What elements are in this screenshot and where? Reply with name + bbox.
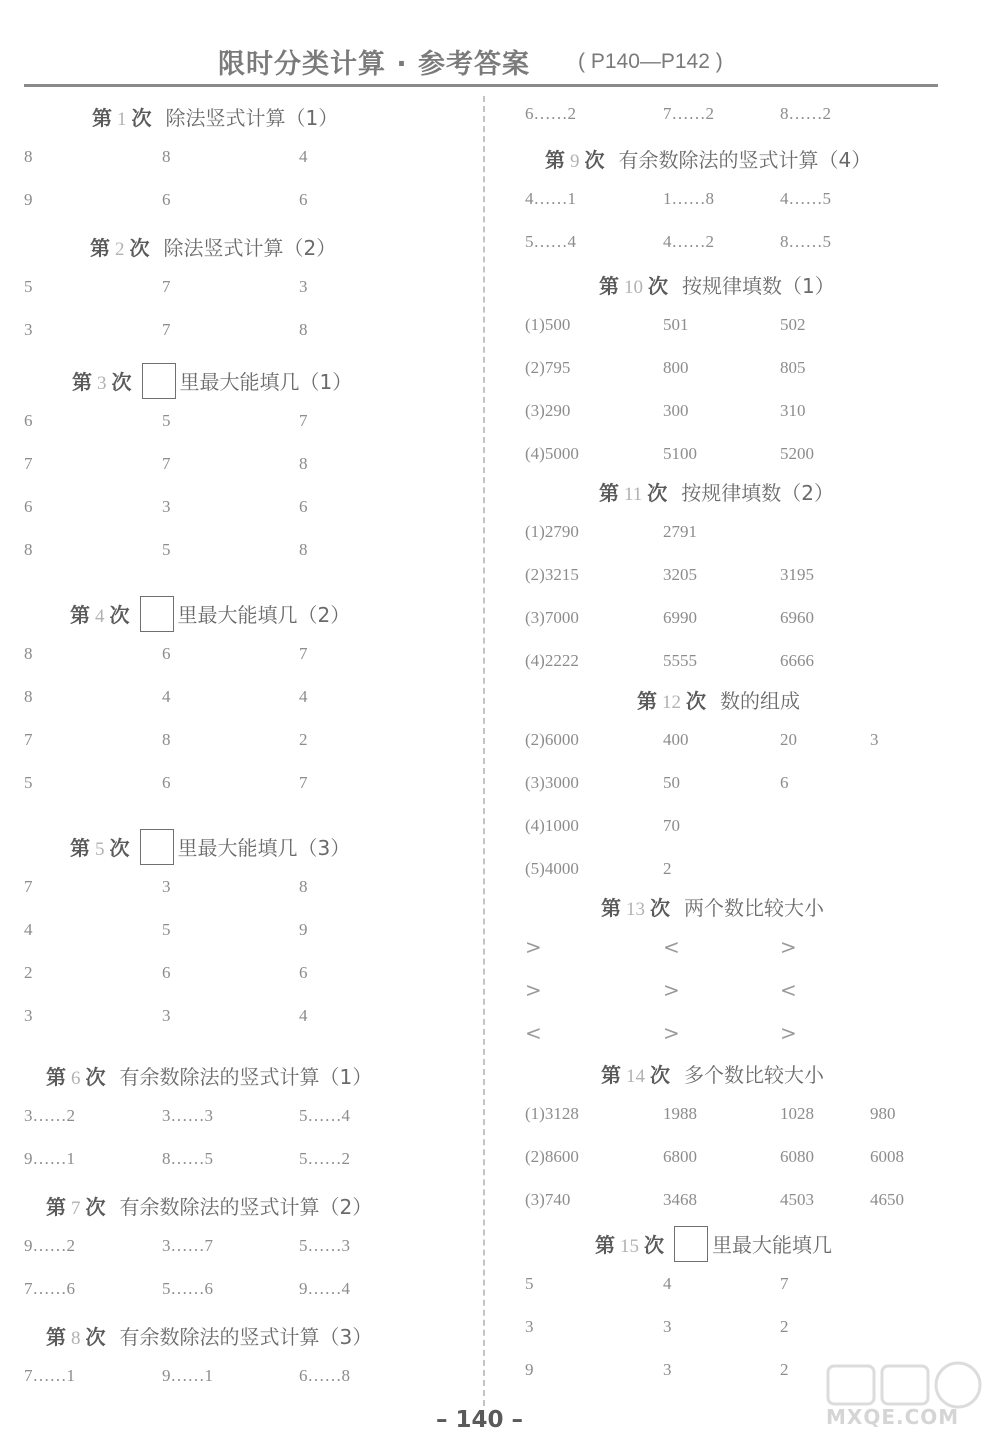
answer-row xyxy=(24,489,464,532)
section-number: 5 xyxy=(95,839,105,860)
answer-value: 8 xyxy=(299,877,308,896)
answer-rows xyxy=(24,1358,464,1401)
section-name: 多个数比较大小 xyxy=(684,1063,824,1087)
answer-row xyxy=(24,532,464,575)
section-name: 有余数除法的竖式计算（1） xyxy=(119,1065,373,1089)
answer-row xyxy=(24,403,464,446)
blank-box-icon xyxy=(674,1226,708,1262)
answer-value: 8……2 xyxy=(780,104,831,123)
answer-row xyxy=(525,1182,955,1225)
section-title xyxy=(24,1192,464,1222)
section-label-di: 第 xyxy=(637,689,657,713)
answer-value: 4 xyxy=(299,1006,308,1025)
exercise-section xyxy=(525,686,955,894)
exercise-section xyxy=(24,833,464,1041)
section-label-ci: 次 xyxy=(109,836,130,860)
answer-rows xyxy=(24,403,464,575)
section-label-ci: 次 xyxy=(109,603,130,627)
comparison-symbol: > xyxy=(780,1021,797,1045)
answer-row xyxy=(24,722,464,765)
answer-rows xyxy=(24,1098,464,1184)
section-label-di: 第 xyxy=(46,1065,66,1089)
answer-value: (4)1000 xyxy=(525,816,579,835)
answer-value: (5)4000 xyxy=(525,859,579,878)
answer-rows xyxy=(24,139,464,225)
answer-row xyxy=(24,636,464,679)
answer-value: 8 xyxy=(24,644,33,663)
answer-row xyxy=(24,912,464,955)
answer-value: 7 xyxy=(299,411,308,430)
section-title xyxy=(24,1062,464,1092)
exercise-section xyxy=(24,1322,464,1401)
section-number: 1 xyxy=(117,109,127,130)
answer-value: 7……2 xyxy=(663,104,714,123)
header-rule xyxy=(24,84,938,87)
answer-value: 5 xyxy=(162,540,171,559)
section-label-ci: 次 xyxy=(650,1063,670,1087)
section-title xyxy=(24,833,464,863)
section-number: 2 xyxy=(115,239,125,260)
exercise-section xyxy=(24,600,464,808)
section-label-di: 第 xyxy=(599,481,619,505)
answer-value: 8 xyxy=(24,687,33,706)
exercise-section xyxy=(24,1062,464,1184)
answer-value: 8 xyxy=(299,320,308,339)
answer-value: (1)2790 xyxy=(525,522,579,541)
comparison-symbol: > xyxy=(525,978,542,1002)
section-number: 9 xyxy=(570,151,580,172)
section-name: 除法竖式计算（2） xyxy=(163,236,337,260)
answer-value: 400 xyxy=(663,730,689,749)
answer-value: 7……6 xyxy=(24,1279,75,1298)
comparison-symbol: < xyxy=(780,978,797,1002)
answer-value: 310 xyxy=(780,401,806,420)
answer-value: 4……1 xyxy=(525,189,576,208)
answer-value: 4 xyxy=(162,687,171,706)
answer-rows xyxy=(525,1096,955,1225)
section-label-ci: 次 xyxy=(129,236,150,260)
answer-value: 3……3 xyxy=(162,1106,213,1125)
answer-value: (2)8600 xyxy=(525,1147,579,1166)
section-label-ci: 次 xyxy=(111,370,132,394)
answer-value: 4503 xyxy=(780,1190,814,1209)
answer-value: 1……8 xyxy=(663,189,714,208)
answer-value: 7……1 xyxy=(24,1366,75,1385)
section-name: 除法竖式计算（1） xyxy=(165,106,339,130)
answer-value: 9 xyxy=(24,190,33,209)
section-title xyxy=(24,600,464,630)
continued-answers xyxy=(525,96,955,139)
answer-value: 7 xyxy=(24,730,33,749)
answer-value: 50 xyxy=(663,773,680,792)
section-label-ci: 次 xyxy=(584,148,605,172)
answer-value: 2 xyxy=(299,730,308,749)
section-label-di: 第 xyxy=(601,1063,621,1087)
answer-row xyxy=(525,1096,955,1139)
section-title xyxy=(525,271,955,301)
answer-value: 5 xyxy=(162,411,171,430)
answer-value: 7 xyxy=(780,1274,789,1293)
answer-value: 6990 xyxy=(663,608,697,627)
section-title xyxy=(525,478,955,508)
section-name: 有余数除法的竖式计算（4） xyxy=(618,148,872,172)
section-name: 里最大能填几（2） xyxy=(177,603,351,627)
answer-value: 9 xyxy=(299,920,308,939)
section-title xyxy=(24,367,464,397)
answer-row xyxy=(24,139,464,182)
answer-value: (4)5000 xyxy=(525,444,579,463)
answer-value: 5……4 xyxy=(525,232,576,251)
section-label-ci: 次 xyxy=(650,896,670,920)
answer-row xyxy=(525,1015,955,1058)
answer-value: 6008 xyxy=(870,1147,904,1166)
answer-value: 4 xyxy=(24,920,33,939)
section-label-ci: 次 xyxy=(85,1325,106,1349)
answer-value: 8 xyxy=(162,730,171,749)
page-header xyxy=(0,42,1000,82)
section-name: 数的组成 xyxy=(720,689,800,713)
section-label-di: 第 xyxy=(92,106,112,130)
answer-row xyxy=(525,557,955,600)
answer-value: 6 xyxy=(780,773,789,792)
comparison-symbol: > xyxy=(663,1021,680,1045)
answer-row xyxy=(525,1309,955,1352)
answer-value: 7 xyxy=(162,277,171,296)
answer-value: 6 xyxy=(299,190,308,209)
answer-row xyxy=(525,643,955,686)
section-number: 12 xyxy=(662,692,681,713)
answer-value: 6666 xyxy=(780,651,814,670)
answer-row xyxy=(525,808,955,851)
answer-value: 3 xyxy=(870,730,879,749)
answer-value: 6 xyxy=(162,963,171,982)
comparison-symbol: < xyxy=(525,1021,542,1045)
blank-box-icon xyxy=(142,363,176,399)
section-title xyxy=(24,233,464,263)
answer-value: 5 xyxy=(24,277,33,296)
answer-value: 980 xyxy=(870,1104,896,1123)
answer-row xyxy=(525,224,955,267)
section-label-ci: 次 xyxy=(85,1195,106,1219)
answer-value: 3468 xyxy=(663,1190,697,1209)
answer-rows xyxy=(525,722,955,894)
answer-rows xyxy=(24,1228,464,1314)
answer-row xyxy=(24,182,464,225)
answer-row xyxy=(525,600,955,643)
answer-rows xyxy=(24,869,464,1041)
answer-value: 4……5 xyxy=(780,189,831,208)
answer-value: 8 xyxy=(299,540,308,559)
answer-value: (2)6000 xyxy=(525,730,579,749)
answer-value: 7 xyxy=(299,773,308,792)
answer-row xyxy=(525,851,955,894)
answer-value: 3 xyxy=(299,277,308,296)
answer-row xyxy=(525,514,955,557)
page-number: – 140 – xyxy=(436,1407,524,1433)
comparison-symbol: > xyxy=(525,935,542,959)
answer-value: 4……2 xyxy=(663,232,714,251)
column-divider xyxy=(483,96,485,1406)
watermark-text: MXQE.COM xyxy=(826,1405,960,1429)
answer-rows xyxy=(525,929,955,1058)
section-label-ci: 次 xyxy=(644,1233,664,1257)
section-name: 里最大能填几（1） xyxy=(179,370,353,394)
answer-value: 6 xyxy=(162,190,171,209)
section-name: 按规律填数（2） xyxy=(681,481,835,505)
answer-row xyxy=(24,1358,464,1401)
exercise-section xyxy=(24,1192,464,1314)
answer-row xyxy=(24,679,464,722)
section-label-di: 第 xyxy=(70,836,90,860)
answer-value: 5555 xyxy=(663,651,697,670)
answer-value: 2 xyxy=(780,1360,789,1379)
section-title xyxy=(24,103,464,133)
answer-value: 9……1 xyxy=(24,1149,75,1168)
answer-row xyxy=(24,269,464,312)
answer-row xyxy=(24,1228,464,1271)
blank-box-icon xyxy=(140,829,174,865)
section-label-ci: 次 xyxy=(686,689,706,713)
answer-value: 6 xyxy=(299,497,308,516)
section-title xyxy=(24,1322,464,1352)
exercise-section xyxy=(24,367,464,575)
section-label-di: 第 xyxy=(46,1325,66,1349)
section-number: 6 xyxy=(71,1068,81,1089)
answer-value: 8 xyxy=(24,540,33,559)
answer-value: 3195 xyxy=(780,565,814,584)
answer-value: 6 xyxy=(162,644,171,663)
answer-row xyxy=(525,436,955,479)
answer-value: 8……5 xyxy=(162,1149,213,1168)
answer-value: 9……1 xyxy=(162,1366,213,1385)
answer-value: 5100 xyxy=(663,444,697,463)
exercise-section xyxy=(525,145,955,267)
answer-value: (3)290 xyxy=(525,401,571,420)
answer-row xyxy=(525,96,955,139)
answer-value: 2791 xyxy=(663,522,697,541)
answer-value: 2 xyxy=(780,1317,789,1336)
answer-value: 3 xyxy=(525,1317,534,1336)
section-name: 按规律填数（1） xyxy=(682,274,835,298)
section-number: 15 xyxy=(620,1236,639,1257)
answer-value: 3 xyxy=(663,1360,672,1379)
answer-value: 8 xyxy=(299,454,308,473)
answer-value: 6960 xyxy=(780,608,814,627)
section-label-di: 第 xyxy=(545,148,565,172)
answer-value: 800 xyxy=(663,358,689,377)
answer-value: 5200 xyxy=(780,444,814,463)
answer-row xyxy=(24,1098,464,1141)
answer-value: 4 xyxy=(663,1274,672,1293)
section-label-di: 第 xyxy=(599,274,619,298)
section-label-ci: 次 xyxy=(85,1065,106,1089)
answer-value: 4 xyxy=(299,147,308,166)
section-number: 8 xyxy=(71,1328,81,1349)
answer-value: 5 xyxy=(525,1274,534,1293)
answer-value: 6 xyxy=(162,773,171,792)
answer-value: 3205 xyxy=(663,565,697,584)
answer-value: 6……2 xyxy=(525,104,576,123)
answer-value: 2 xyxy=(24,963,33,982)
answer-row xyxy=(525,929,955,972)
answer-value: 6800 xyxy=(663,1147,697,1166)
section-label-di: 第 xyxy=(90,236,110,260)
answer-value: 1988 xyxy=(663,1104,697,1123)
answer-value: 3……7 xyxy=(162,1236,213,1255)
section-label-di: 第 xyxy=(46,1195,66,1219)
watermark-logo xyxy=(818,1360,996,1442)
answer-row xyxy=(525,765,955,808)
answer-rows xyxy=(24,269,464,355)
answer-value: 9……4 xyxy=(299,1279,350,1298)
section-label-di: 第 xyxy=(70,603,90,627)
answer-value: 20 xyxy=(780,730,797,749)
answer-value: 9……2 xyxy=(24,1236,75,1255)
answer-rows xyxy=(525,181,955,267)
answer-row xyxy=(525,722,955,765)
comparison-symbol: > xyxy=(780,935,797,959)
answer-value: 3 xyxy=(663,1317,672,1336)
section-number: 13 xyxy=(626,899,645,920)
answer-value: 3 xyxy=(24,320,33,339)
answer-row xyxy=(525,1139,955,1182)
answer-value: 3 xyxy=(162,877,171,896)
section-label-di: 第 xyxy=(595,1233,615,1257)
answer-row xyxy=(525,307,955,350)
answer-value: 9 xyxy=(525,1360,534,1379)
answer-value: 8……5 xyxy=(780,232,831,251)
answer-row xyxy=(24,312,464,355)
answer-value: 7 xyxy=(162,454,171,473)
page-range: ( P140—P142 ) xyxy=(578,50,723,73)
answer-value: 5 xyxy=(162,920,171,939)
comparison-symbol: < xyxy=(663,935,680,959)
section-name: 有余数除法的竖式计算（2） xyxy=(119,1195,373,1219)
answer-row xyxy=(24,446,464,489)
page-title: 限时分类计算 · 参考答案 xyxy=(218,49,531,80)
section-number: 14 xyxy=(626,1066,645,1087)
answer-value: 300 xyxy=(663,401,689,420)
section-name: 里最大能填几 xyxy=(712,1233,832,1257)
section-number: 3 xyxy=(97,373,107,394)
answer-value: 6 xyxy=(299,963,308,982)
answer-row xyxy=(525,972,955,1015)
answer-value: 6 xyxy=(24,497,33,516)
section-title xyxy=(525,686,955,716)
answer-value: 5……2 xyxy=(299,1149,350,1168)
answer-rows xyxy=(525,307,955,479)
section-title xyxy=(525,1060,955,1090)
answer-value: 501 xyxy=(663,315,689,334)
answer-row xyxy=(24,998,464,1041)
section-label-ci: 次 xyxy=(131,106,152,130)
exercise-section xyxy=(525,1060,955,1225)
answer-value: 6 xyxy=(24,411,33,430)
section-number: 7 xyxy=(71,1198,81,1219)
section-name: 里最大能填几（3） xyxy=(177,836,351,860)
answer-value: 805 xyxy=(780,358,806,377)
answer-value: 5 xyxy=(24,773,33,792)
answer-row xyxy=(24,1271,464,1314)
blank-box-icon xyxy=(140,596,174,632)
section-number: 11 xyxy=(624,484,643,505)
section-title xyxy=(525,145,955,175)
answer-row xyxy=(24,765,464,808)
answer-value: 8 xyxy=(162,147,171,166)
answer-value: 2 xyxy=(663,859,672,878)
answer-row xyxy=(525,350,955,393)
answer-row xyxy=(525,1266,955,1309)
answer-value: 7 xyxy=(24,454,33,473)
section-label-ci: 次 xyxy=(647,481,668,505)
section-name: 两个数比较大小 xyxy=(684,896,824,920)
answer-value: (1)500 xyxy=(525,315,571,334)
answer-value: 7 xyxy=(162,320,171,339)
answer-value: 70 xyxy=(663,816,680,835)
answer-value: (2)3215 xyxy=(525,565,579,584)
section-title xyxy=(525,893,955,923)
comparison-symbol: > xyxy=(663,978,680,1002)
answer-value: 3 xyxy=(162,1006,171,1025)
exercise-section xyxy=(525,893,955,1058)
answer-value: 4 xyxy=(299,687,308,706)
answer-row xyxy=(525,181,955,224)
section-number: 10 xyxy=(624,277,643,298)
section-label-di: 第 xyxy=(72,370,92,394)
answer-value: (1)3128 xyxy=(525,1104,579,1123)
answer-value: 6080 xyxy=(780,1147,814,1166)
section-name: 有余数除法的竖式计算（3） xyxy=(119,1325,373,1349)
answer-value: 1028 xyxy=(780,1104,814,1123)
section-title xyxy=(525,1230,955,1260)
answer-value: (3)7000 xyxy=(525,608,579,627)
answer-value: 8 xyxy=(24,147,33,166)
answer-value: 6……8 xyxy=(299,1366,350,1385)
answer-row xyxy=(24,1141,464,1184)
answer-value: (4)2222 xyxy=(525,651,579,670)
section-label-ci: 次 xyxy=(648,274,668,298)
answer-value: (3)3000 xyxy=(525,773,579,792)
answer-value: 5……6 xyxy=(162,1279,213,1298)
exercise-section xyxy=(525,271,955,479)
answer-value: 3……2 xyxy=(24,1106,75,1125)
answer-rows xyxy=(24,636,464,808)
answer-row xyxy=(24,955,464,998)
answer-value: 4650 xyxy=(870,1190,904,1209)
section-label-di: 第 xyxy=(601,896,621,920)
answer-value: (3)740 xyxy=(525,1190,571,1209)
section-number: 4 xyxy=(95,606,105,627)
exercise-section xyxy=(24,233,464,355)
answer-value: 502 xyxy=(780,315,806,334)
answer-value: (2)795 xyxy=(525,358,571,377)
answer-value: 7 xyxy=(24,877,33,896)
exercise-section xyxy=(525,478,955,686)
answer-row xyxy=(525,393,955,436)
answer-row xyxy=(24,869,464,912)
answer-value: 5……4 xyxy=(299,1106,350,1125)
answer-value: 7 xyxy=(299,644,308,663)
exercise-section xyxy=(24,103,464,225)
answer-value: 3 xyxy=(24,1006,33,1025)
answer-value: 5……3 xyxy=(299,1236,350,1255)
answer-rows xyxy=(525,514,955,686)
answer-value: 3 xyxy=(162,497,171,516)
